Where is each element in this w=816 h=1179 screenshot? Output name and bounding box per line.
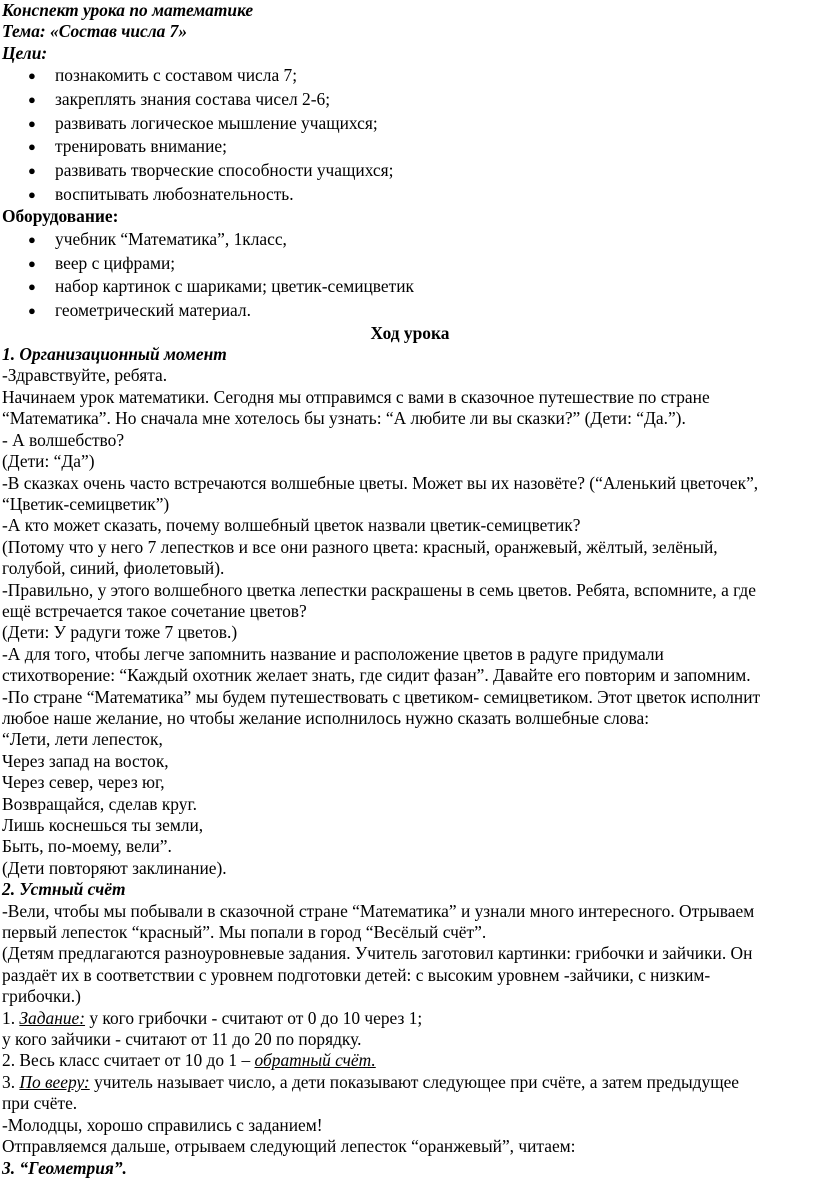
text-line: (Дети: “Да”) — [2, 451, 95, 472]
section2-heading: 2. Устный счёт — [2, 879, 126, 900]
list-item: ● закреплять знания состава чисел 2-6; — [2, 88, 816, 112]
lesson-progress-heading: Ход урока — [370, 322, 450, 343]
task-3: 3. По вееру: учитель называет число, а дети показывают следующее при счёте, а затем предыдущее — [2, 1071, 740, 1092]
text-line: (Дети: У радуги тоже 7 цветов.) — [2, 622, 238, 643]
task-1: 1. Задание: у кого грибочки - считают от 0 до 10 через 1; — [2, 1007, 423, 1028]
list-item: ● веер с цифрами; — [2, 252, 816, 276]
poem-line: Через север, через юг, — [2, 772, 165, 793]
text-line: стихотворение: “Каждый охотник желает знать, где сидит фазан”. Давайте его повторим и запомним. — [2, 665, 751, 686]
text-line: (Потому что у него 7 лепестков и все они разного цвета: красный, оранжевый, жёлтый, зелёный, — [2, 536, 718, 557]
text-line: - А волшебство? — [2, 429, 125, 450]
list-item: ● тренировать внимание; — [2, 135, 816, 159]
section1-body — [2, 365, 816, 879]
list-item: ● воспитывать любознательность. — [2, 183, 816, 207]
text-line: первый лепесток “красный”. Мы попали в город “Весёлый счёт”. — [2, 922, 487, 943]
text-line: -Здравствуйте, ребята. — [2, 365, 168, 386]
poem-line: Возвращайся, сделав круг. — [2, 793, 197, 814]
task-3-label: По вееру: — [19, 1071, 90, 1092]
lesson-title: Конспект урока по математике — [2, 0, 254, 20]
list-item: ● геометрический материал. — [2, 299, 816, 323]
text-line: (Детям предлагаются разноуровневые задания. Учитель заготовил картинки: грибочки и зайчики. Он — [2, 943, 753, 964]
bullet-icon: ● — [28, 91, 36, 107]
task-1-label: Задание: — [19, 1007, 86, 1028]
text-line: Начинаем урок математики. Сегодня мы отправимся с вами в сказочное путешествие по стране — [2, 386, 710, 407]
text-line: раздаёт их в соответствии с уровнем подготовки детей: с высоким уровнем -зайчики, с низким- — [2, 964, 711, 985]
bullet-icon: ● — [28, 279, 36, 295]
text-line: “Математика”. Но сначала мне хотелось бы узнать: “А любите ли вы сказки?” (Дети: “Да.”). — [2, 408, 686, 429]
poem-line: Через запад на восток, — [2, 750, 169, 771]
text-line: любое наше желание, но чтобы желание исполнилось нужно сказать волшебные слова: — [2, 707, 650, 728]
bullet-icon: ● — [28, 163, 36, 179]
text-line: ещё встречается такое сочетание цветов? — [2, 600, 307, 621]
bullet-icon: ● — [28, 115, 36, 131]
text-line: -А кто может сказать, почему волшебный цветок назвали цветик-семицветик? — [2, 515, 581, 536]
list-item: ● набор картинок с шариками; цветик-семицветик — [2, 275, 816, 299]
text-line: голубой, синий, фиолетовый). — [2, 558, 225, 579]
text-line: при счёте. — [2, 1093, 78, 1114]
text-line: -В сказках очень часто встречаются волшебные цветы. Может вы их назовёте? (“Аленький цветочек”, — [2, 472, 759, 493]
list-item: ● учебник “Математика”, 1класс, — [2, 228, 816, 252]
poem-line: “Лети, лети лепесток, — [2, 729, 163, 750]
list-item: ● развивать творческие способности учащихся; — [2, 159, 816, 183]
text-line: -По стране “Математика” мы будем путешествовать с цветиком- семицветиком. Этот цветок исполнит — [2, 686, 761, 707]
text-line: у кого зайчики - считают от 11 до 20 по порядку. — [2, 1029, 362, 1050]
bullet-icon: ● — [28, 255, 36, 271]
text-line: (Дети повторяют заклинание). — [2, 857, 227, 878]
bullet-icon: ● — [28, 302, 36, 318]
equipment-heading: Оборудование: — [2, 206, 119, 227]
section3-heading: 3. “Геометрия”. — [2, 1157, 127, 1178]
goals-list — [2, 64, 816, 206]
lesson-topic: Тема: «Состав числа 7» — [2, 21, 188, 42]
bullet-icon: ● — [28, 186, 36, 202]
list-item: ● познакомить с составом числа 7; — [2, 64, 816, 88]
poem-line: Лишь коснешься ты земли, — [2, 815, 204, 835]
section1-heading: 1. Организационный момент — [2, 344, 227, 365]
list-item: ● развивать логическое мышление учащихся; — [2, 112, 816, 136]
equipment-list — [2, 228, 816, 323]
text-line: “Цветик-семицветик”) — [2, 493, 170, 514]
text-line: -А для того, чтобы легче запомнить название и расположение цветов в радуге придумали — [2, 643, 664, 664]
text-line: Отправляемся дальше, отрываем следующий лепесток “оранжевый”, читаем: — [2, 1136, 576, 1157]
poem-line: Быть, по-моему, вели”. — [2, 836, 172, 857]
text-line: -Вели, чтобы мы побывали в сказочной стране “Математика” и узнали много интересного. Отрываем — [2, 900, 755, 921]
bullet-icon: ● — [28, 68, 36, 84]
task-2-label: обратный счёт. — [254, 1050, 376, 1071]
goals-heading: Цели: — [2, 42, 48, 63]
text-line: -Молодцы, хорошо справились с заданием! — [2, 1114, 323, 1135]
bullet-icon: ● — [28, 231, 36, 247]
text-line: -Правильно, у этого волшебного цветка лепестки раскрашены в семь цветов. Ребята, вспомните, а где — [2, 579, 756, 600]
bullet-icon: ● — [28, 139, 36, 155]
task-2: 2. Весь класс считает от 10 до 1 – обратный счёт. — [2, 1050, 376, 1071]
section2-body — [2, 901, 816, 1158]
text-line: грибочки.) — [2, 986, 81, 1007]
